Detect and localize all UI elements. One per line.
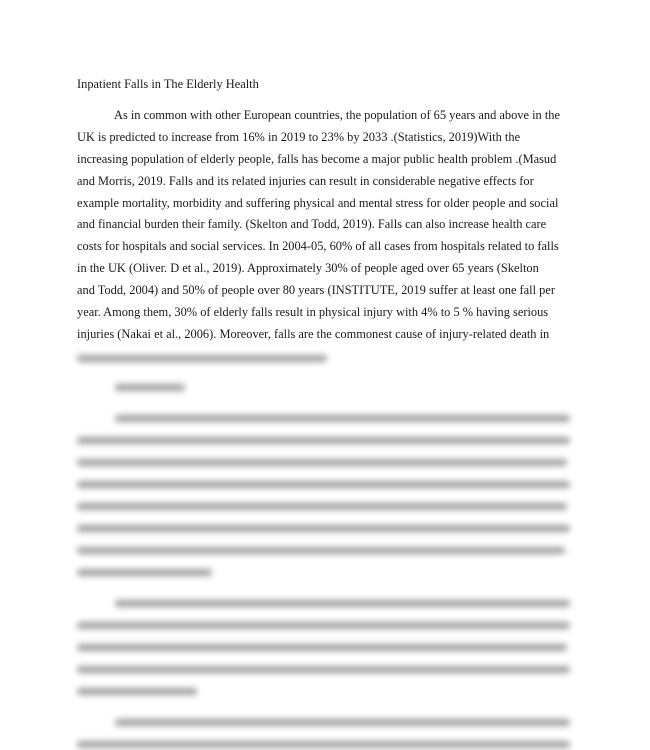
paragraph-line: and financial burden their family. (Skelton and Todd, 2019). Falls can also increase health care — [77, 217, 547, 232]
blurred-line — [77, 622, 570, 629]
paragraph-line: injuries (Nakai et al., 2006). Moreover, falls are the commonest cause of injury-related death in — [77, 326, 550, 341]
paragraph-line: increasing population of elderly people, falls has become a major public health problem .(Masud — [77, 151, 557, 166]
blurred-line — [115, 600, 570, 607]
blurred-content — [0, 338, 650, 750]
paragraph-line: As in common with other European countries, the population of 65 years and above in the — [114, 108, 560, 122]
paragraph-line: UK is predicted to increase from 16% in 2019 to 23% by 2033 .(Statistics, 2019)With the — [77, 129, 521, 144]
blurred-line — [115, 719, 570, 726]
blurred-line — [77, 688, 197, 695]
blurred-line — [77, 459, 567, 466]
blurred-line — [77, 547, 565, 554]
paragraph-line: and Morris, 2019. Falls and its related injuries can result in considerable negative effects for — [77, 173, 534, 188]
blurred-line — [115, 415, 570, 422]
blurred-line — [77, 644, 567, 651]
blurred-line — [77, 741, 570, 748]
blurred-line — [77, 525, 570, 532]
paragraph-line: costs for hospitals and social services. In 2004-05, 60% of all cases from hospitals related to falls — [77, 239, 559, 254]
blurred-line — [77, 569, 212, 576]
blurred-line — [77, 355, 327, 362]
document-title: Inpatient Falls in The Elderly Health — [77, 77, 259, 91]
blurred-line — [77, 503, 567, 510]
paragraph-line: in the UK (Oliver. D et al., 2019). Approximately 30% of people aged over 65 years (Skelton — [77, 261, 539, 276]
blurred-line — [77, 666, 570, 673]
paragraph-line: example mortality, morbidity and suffering physical and mental stress for older people and social — [77, 195, 559, 210]
blurred-line — [77, 481, 570, 488]
paragraph-line: and Todd, 2004) and 50% of people over 80 years (INSTITUTE, 2019 suffer at least one fall per — [77, 283, 555, 298]
blurred-heading — [115, 384, 185, 391]
intro-paragraph — [77, 105, 577, 346]
paragraph-line: year. Among them, 30% of elderly falls result in physical injury with 4% to 5 % having serious — [77, 305, 549, 320]
blurred-line — [77, 437, 570, 444]
